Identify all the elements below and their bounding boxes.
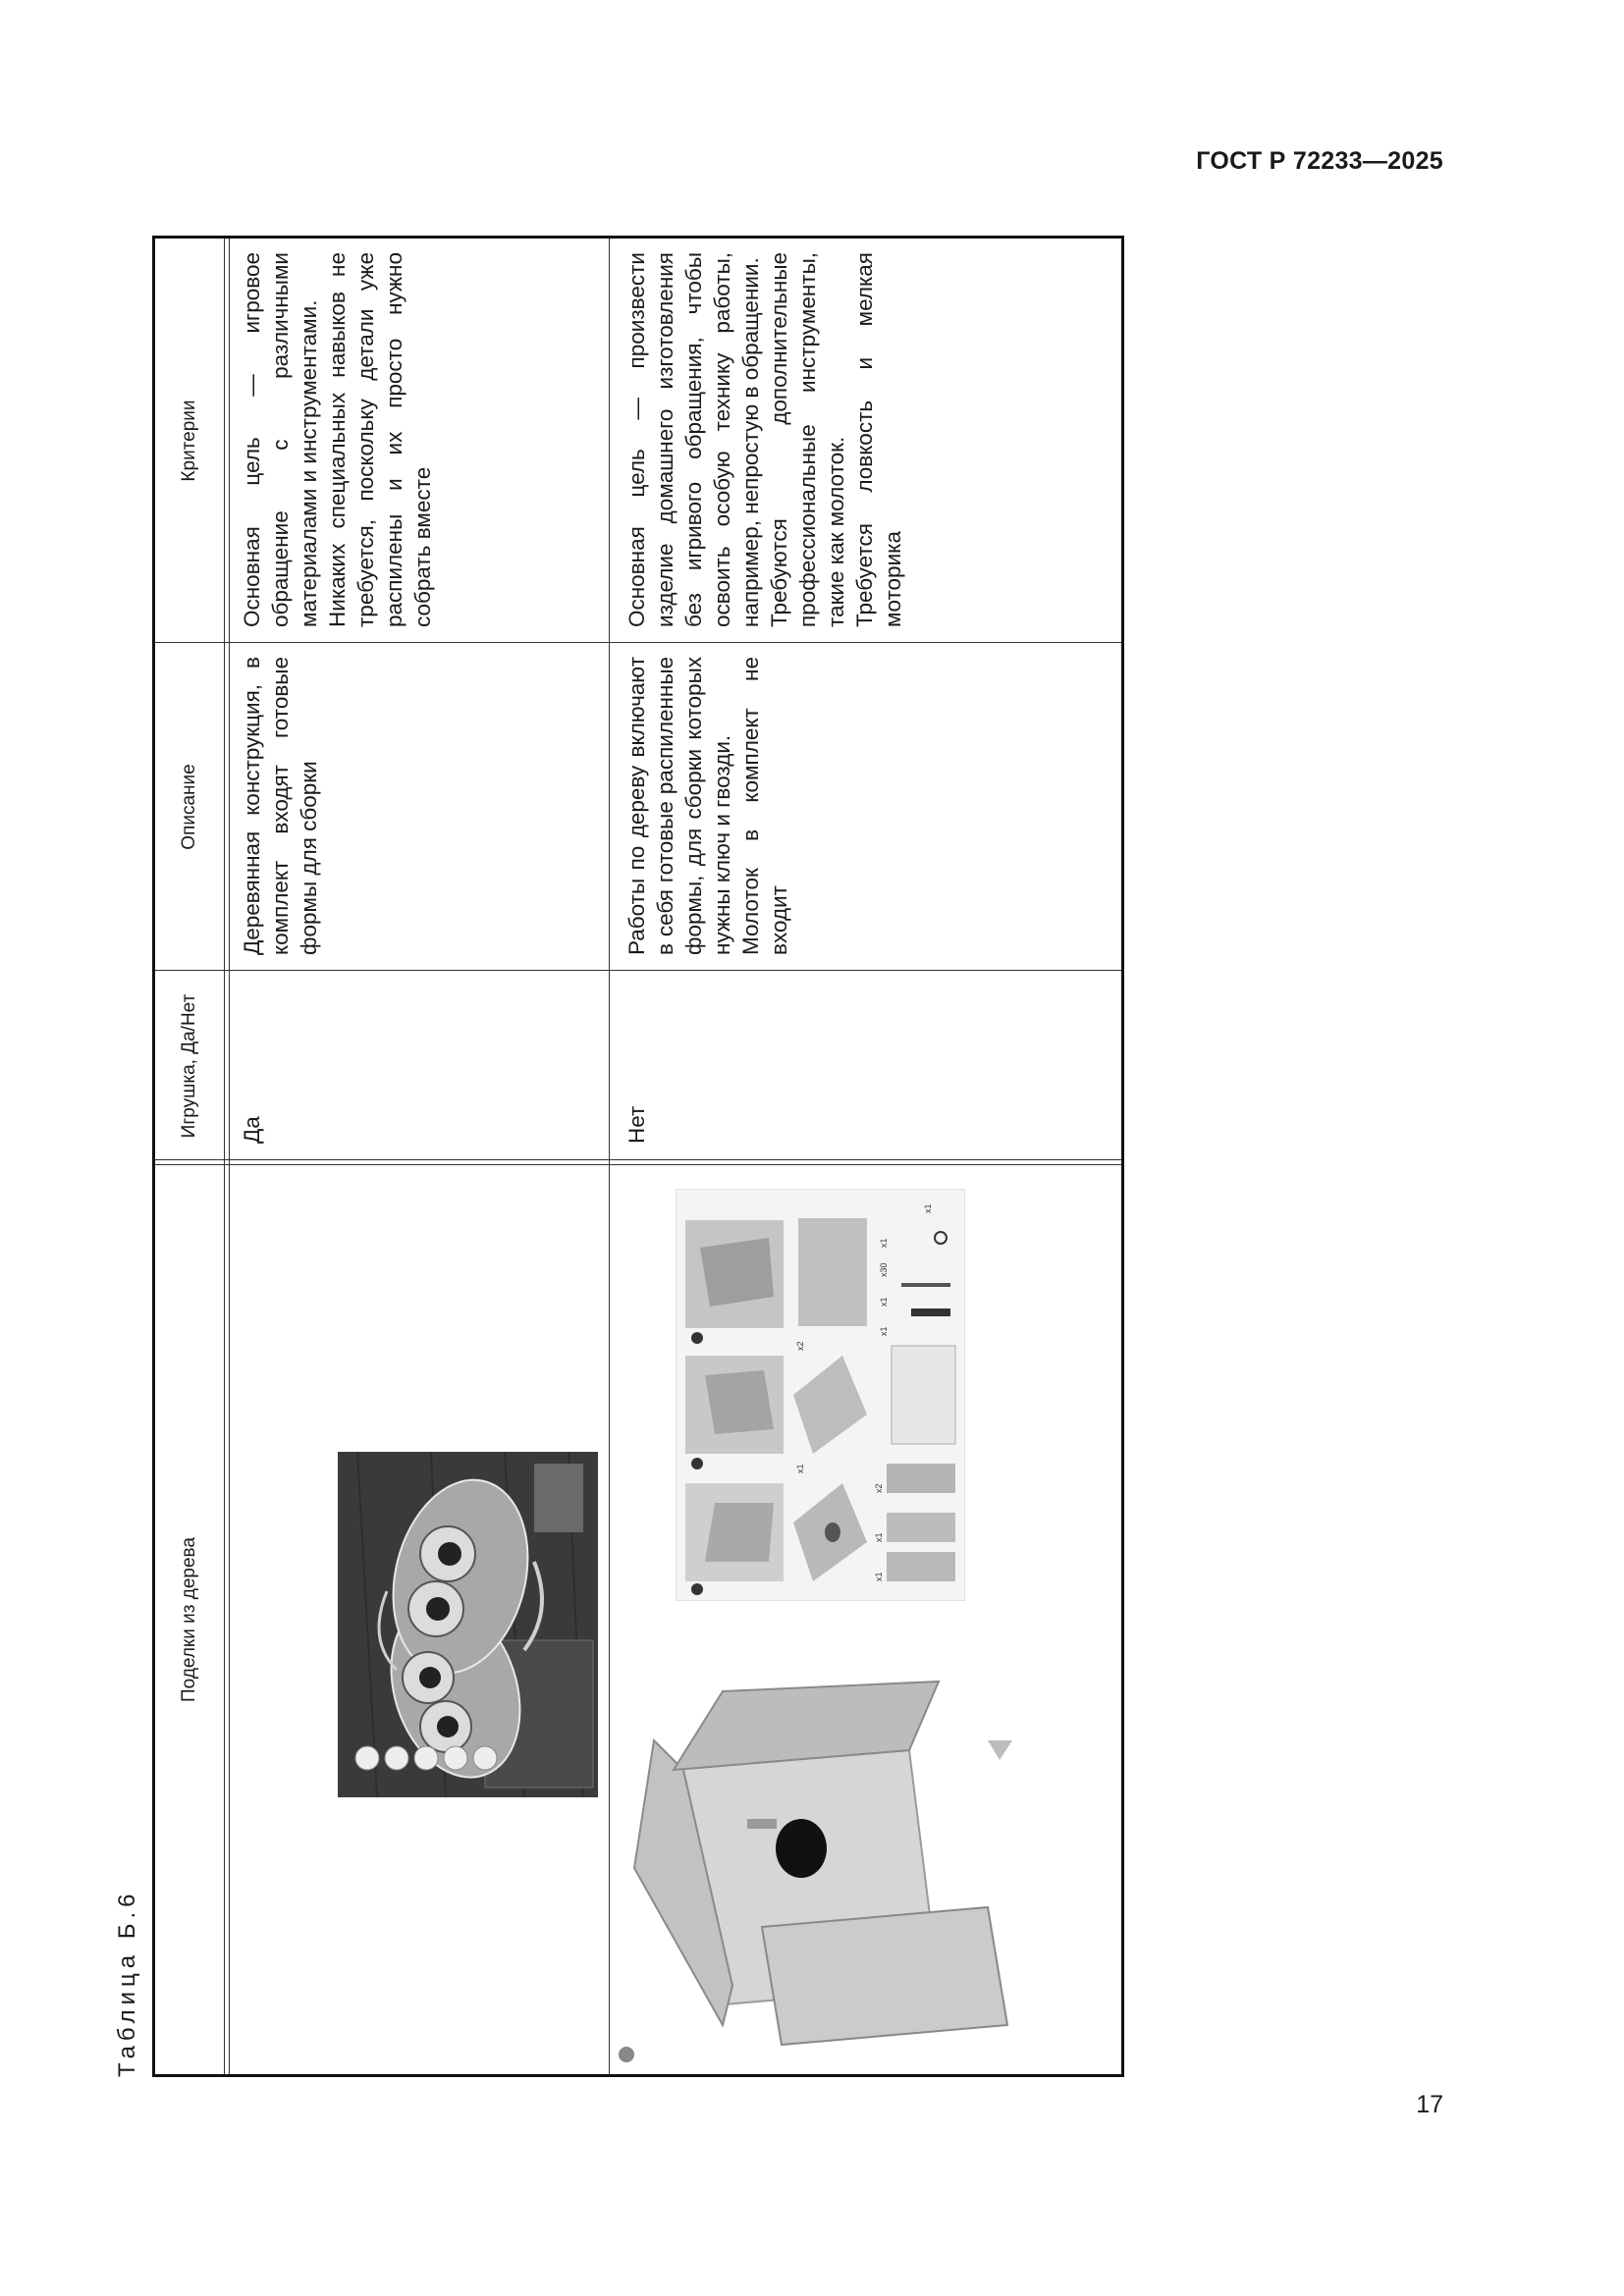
row-divider	[609, 239, 610, 2074]
page-number: 17	[1416, 2091, 1443, 2118]
birdhouse-photo	[615, 1662, 1015, 2064]
column-header-criteria: Критерии	[179, 400, 199, 482]
description-row2: Работы по дереву включают в себя готовые распиленные формы, для сборки которых нужны ключ и гвозди. Молоток в комплект не входит	[624, 657, 791, 955]
quantity-label: x1	[923, 1203, 933, 1213]
quantity-label: x2	[795, 1341, 805, 1351]
quantity-label: x2	[874, 1483, 884, 1493]
toy-value-row1: Да	[240, 1116, 264, 1144]
birdhouse-assembly-steps	[676, 1189, 965, 1601]
table-caption: Таблица Б.6	[114, 1889, 140, 2077]
quantity-label: x1	[795, 1464, 805, 1473]
criteria-row2: Основная цель — произвести изделие домашнего изготовления без игривого обращения, чтобы освоить особую технику работы, например, непростую в обращении. Требуются дополнительные профессиональные инструменты, такие как молоток. Требуется ловкость и мелкая моторика	[624, 252, 905, 627]
rotated-table-block	[108, 232, 1129, 2077]
quantity-label: x1	[874, 1572, 884, 1581]
description-row1: Деревянная конструкция, в комплект входят готовые формы для сборки	[240, 657, 321, 955]
criteria-row1: Основная цель — игровое обращение с различными материалами и инструментами. Никаких специальных навыков не требуется, поскольку детали уже распилены и их просто нужно собрать вместе	[240, 252, 435, 627]
column-header-description: Описание	[179, 764, 199, 850]
quantity-label: x30	[879, 1262, 889, 1277]
quantity-label: x1	[879, 1297, 889, 1307]
owl-craft-photo	[338, 1452, 598, 1797]
quantity-label: x1	[879, 1238, 889, 1248]
toy-value-row2: Нет	[624, 1105, 649, 1144]
standard-id: ГОСТ Р 72233—2025	[1196, 147, 1443, 175]
column-header-crafts: Поделки из дерева	[179, 1537, 199, 1702]
quantity-label: x1	[874, 1532, 884, 1542]
column-header-toy: Игрушка, Да/Нет	[179, 993, 199, 1139]
quantity-label: x1	[879, 1326, 889, 1336]
criteria-table	[152, 236, 1124, 2077]
